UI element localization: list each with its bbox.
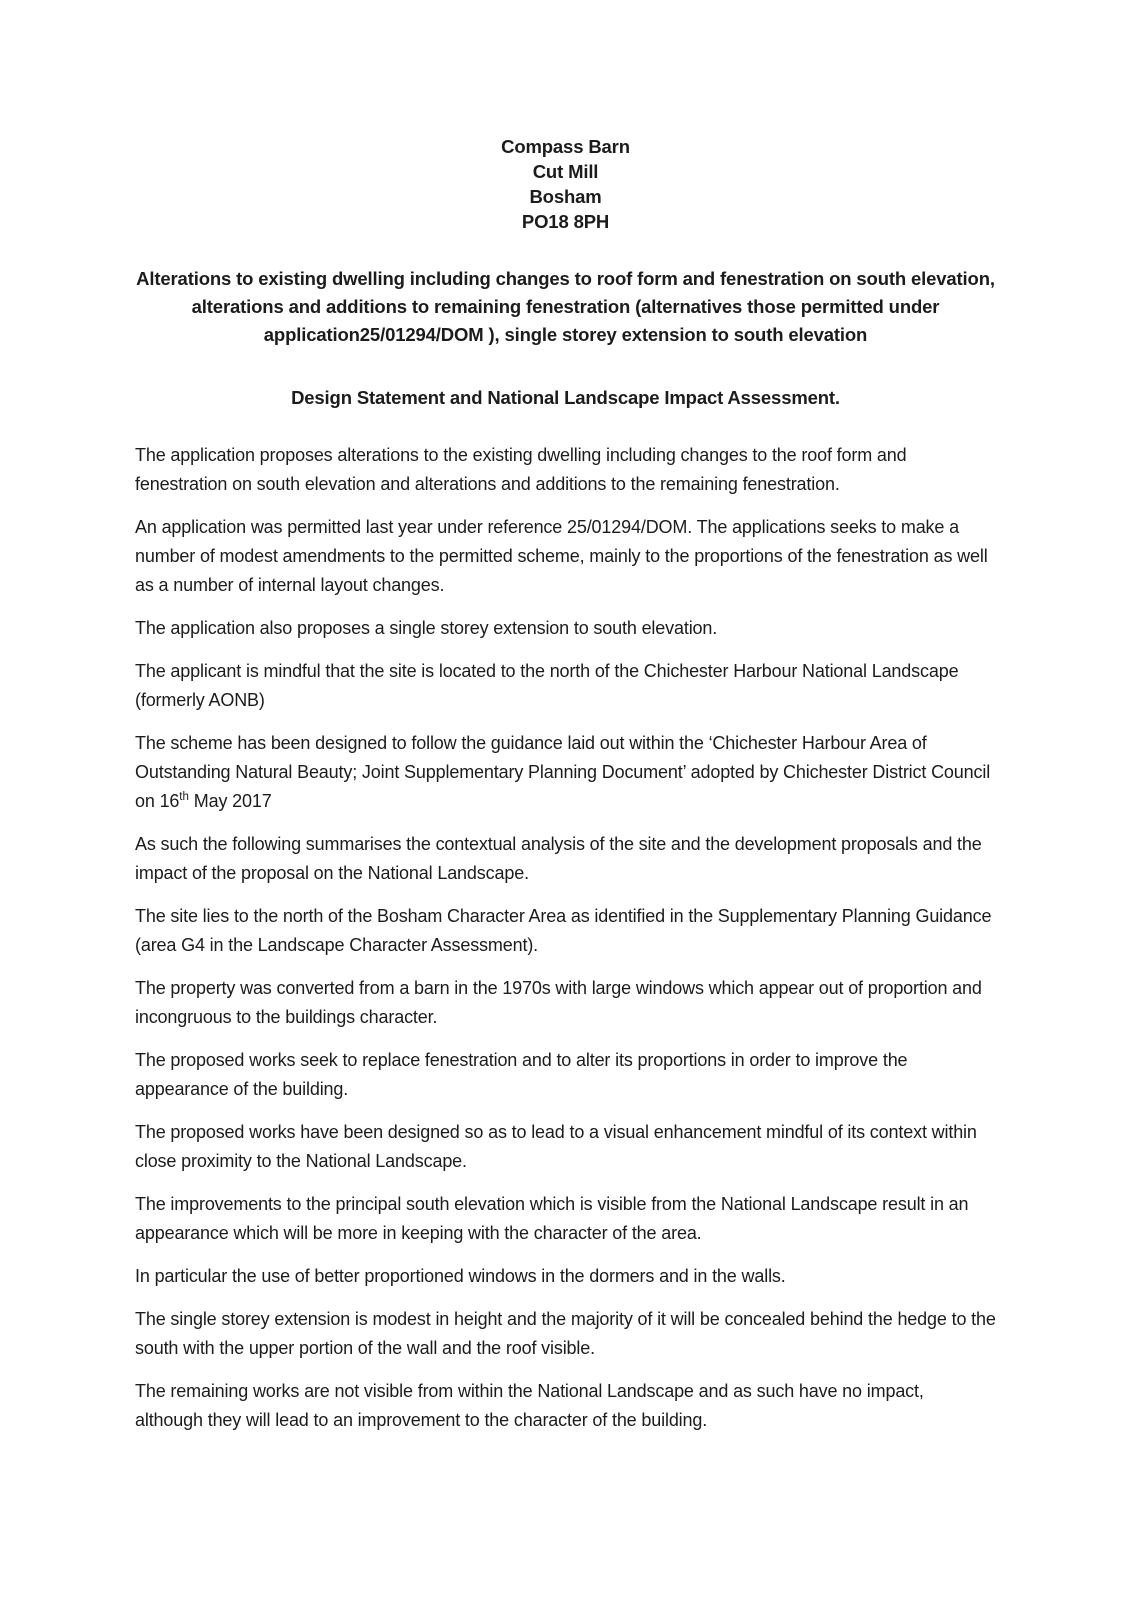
address-line: PO18 8PH bbox=[521, 211, 610, 232]
body-paragraph: The improvements to the principal south elevation which is visible from the National Landscape result in an appearance which will be more in keeping with the character of the area. bbox=[135, 1194, 969, 1243]
body-paragraph: The proposed works seek to replace fenestration and to alter its proportions in order to improve the appearance of the building. bbox=[135, 1050, 908, 1099]
body-paragraph: As such the following summarises the contextual analysis of the site and the development proposals and the impact of the proposal on the National Landscape. bbox=[135, 834, 982, 883]
body-paragraph: The application proposes alterations to the existing dwelling including changes to the roof form and fenestration on south elevation and alterations and additions to the remaining fenestration. bbox=[135, 445, 907, 494]
address-line: Cut Mill bbox=[532, 161, 599, 182]
address-line: Bosham bbox=[529, 186, 602, 207]
address-line: Compass Barn bbox=[501, 136, 630, 157]
address-block bbox=[135, 134, 996, 234]
body-paragraph-with-superscript bbox=[135, 729, 996, 816]
document-title: Design Statement and National Landscape Impact Assessment. bbox=[291, 387, 840, 408]
proposal-title: Alterations to existing dwelling including changes to roof form and fenestration on south elevation, alterations and additions to remaining fenestration (alternatives those permitted under application25/01294/DOM ), single storey extension to south elevation bbox=[136, 268, 995, 345]
ordinal-superscript: th bbox=[179, 791, 189, 803]
body-paragraph: The applicant is mindful that the site is located to the north of the Chichester Harbour National Landscape (formerly AONB) bbox=[135, 661, 959, 710]
body-paragraph: The single storey extension is modest in height and the majority of it will be concealed behind the hedge to the south with the upper portion of the wall and the roof visible. bbox=[135, 1309, 996, 1358]
paragraph-text: May 2017 bbox=[188, 791, 272, 811]
paragraph-text: The scheme has been designed to follow the guidance laid out within the ‘Chichester Harbour Area of Outstanding Natural Beauty; Joint Supplementary Planning Document’ adopted by Chichester District Council on 16 bbox=[135, 733, 991, 811]
body-paragraph: An application was permitted last year under reference 25/01294/DOM. The applications seeks to make a number of modest amendments to the permitted scheme, mainly to the proportions of the fenestration as well as a number of internal layout changes. bbox=[135, 517, 988, 595]
document-body bbox=[135, 441, 996, 1435]
body-paragraph: In particular the use of better proportioned windows in the dormers and in the walls. bbox=[135, 1266, 786, 1286]
body-paragraph: The proposed works have been designed so as to lead to a visual enhancement mindful of its context within close proximity to the National Landscape. bbox=[135, 1122, 977, 1171]
body-paragraph: The application also proposes a single storey extension to south elevation. bbox=[135, 618, 718, 638]
body-paragraph: The site lies to the north of the Bosham Character Area as identified in the Supplementary Planning Guidance (area G4 in the Landscape Character Assessment). bbox=[135, 906, 992, 955]
body-paragraph: The property was converted from a barn in the 1970s with large windows which appear out of proportion and incongruous to the buildings character. bbox=[135, 978, 982, 1027]
body-paragraph: The remaining works are not visible from within the National Landscape and as such have no impact, although they will lead to an improvement to the character of the building. bbox=[135, 1381, 924, 1430]
